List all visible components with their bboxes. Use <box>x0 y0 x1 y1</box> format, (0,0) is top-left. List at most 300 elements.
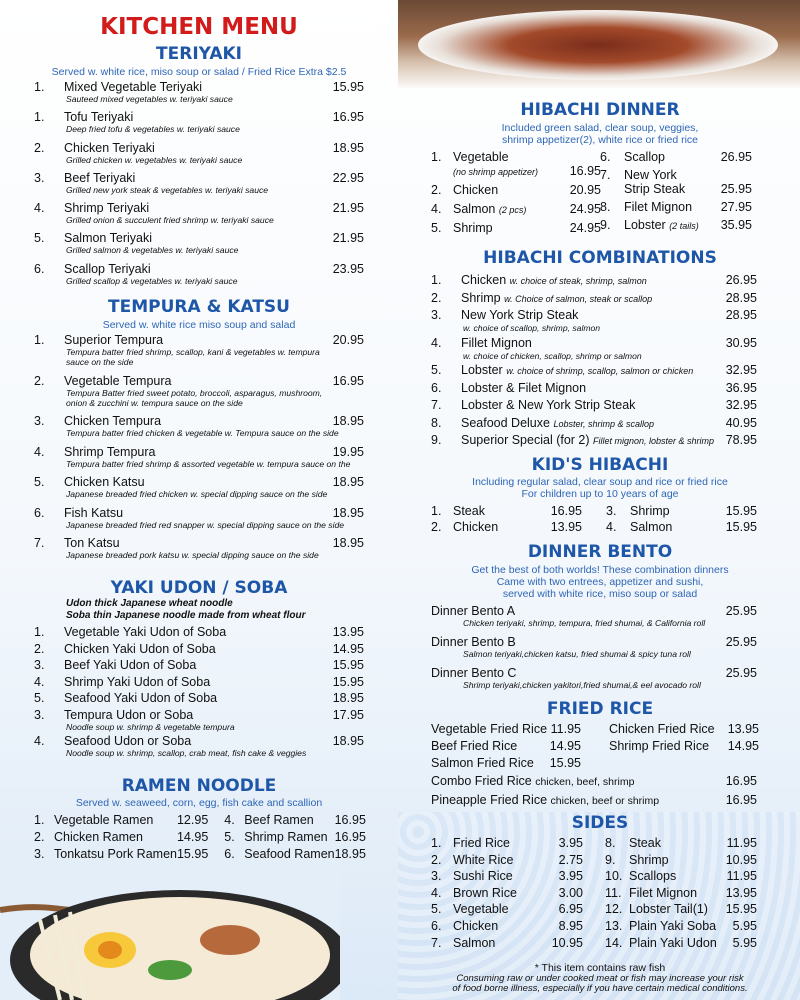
hibachi-scallop-price: 26.95 <box>720 150 752 164</box>
menu-item <box>605 919 757 933</box>
item-price: 10.95 <box>725 852 757 867</box>
kids-note-2: For children up to 10 years of age <box>521 488 679 500</box>
item-name-text: Brown Rice <box>453 885 517 900</box>
menu-item <box>431 221 601 236</box>
item-price: 14.95 <box>176 830 209 844</box>
list-item <box>34 262 364 292</box>
item-number: 3. <box>34 658 45 672</box>
teriyaki-list <box>34 80 364 292</box>
item-name <box>244 813 334 827</box>
item-number: 6. <box>34 505 45 520</box>
item-name <box>461 398 726 413</box>
item-name-text: Filet Mignon <box>629 885 698 900</box>
item-name <box>453 936 552 950</box>
menu-item <box>34 536 364 550</box>
menu-item <box>431 604 757 618</box>
item-number: 2. <box>431 520 442 534</box>
item-description: w. choice of chicken, scallop, shrimp or salmon <box>463 350 642 361</box>
item-name-text: Salmon Teriyaki <box>64 231 153 246</box>
sides-title: SIDES <box>571 813 629 833</box>
item-name-text: Mixed Vegetable Teriyaki <box>64 80 203 94</box>
item-number: 4. <box>606 520 617 534</box>
item-description: Salmon teriyaki,chicken katsu, fried shumai & spicy tuna roll <box>463 649 691 659</box>
item-number: 6. <box>600 150 611 164</box>
item-price: 10.95 <box>551 935 583 950</box>
menu-item <box>431 520 582 534</box>
item-subtitle: Fillet mignon, lobster & shrimp <box>593 436 715 446</box>
item-number: 2. <box>34 140 45 155</box>
item-name-text: Shrimp Yaki Udon of Soba <box>64 674 211 689</box>
pineapple-fried-rice-sub: chicken, beef or shrimp <box>550 795 660 807</box>
item-name-text: Beef Yaki Udon of Soba <box>64 658 197 672</box>
menu-item <box>431 666 757 680</box>
list-item <box>34 675 364 689</box>
list-item <box>431 183 601 198</box>
item-number: 13. <box>605 918 623 933</box>
list-item <box>431 853 583 867</box>
item-name-text: Fish Katsu <box>64 505 124 520</box>
menu-item <box>34 374 364 388</box>
udon-note-2: Soba thin Japanese noodle made from wheat flour <box>66 610 306 621</box>
item-name <box>461 291 726 306</box>
list-item <box>605 919 757 933</box>
hibachi-vegetable-price: 16.95 <box>569 164 601 178</box>
item-number: 9. <box>600 218 611 232</box>
item-number: 3. <box>34 707 45 722</box>
item-number: 2. <box>431 183 442 197</box>
menu-item <box>431 936 583 950</box>
menu-item <box>431 886 583 900</box>
list-item <box>34 333 364 367</box>
item-name-text: Ton Katsu <box>64 536 120 550</box>
item-description: w. choice of scallop, shrimp, salmon <box>463 323 601 333</box>
item-number: 4. <box>431 885 442 900</box>
item-price: 11.95 <box>550 722 581 736</box>
item-number: 2. <box>431 290 442 305</box>
item-subtitle: w. choice of steak, shrimp, salmon <box>509 276 647 286</box>
menu-item <box>34 675 364 689</box>
menu-item <box>34 262 364 276</box>
item-name-text: Vegetable Ramen <box>54 813 154 827</box>
list-item <box>431 666 757 690</box>
plate-image <box>418 10 778 80</box>
menu-item <box>34 847 208 861</box>
menu-item <box>34 830 208 844</box>
item-price: 15.95 <box>332 658 364 672</box>
list-item <box>34 141 364 171</box>
kids-right <box>602 504 757 536</box>
list-item <box>34 847 208 861</box>
item-description: Grilled new york steak & vegetables w. teriyaki sauce <box>66 184 269 195</box>
item-name <box>64 734 333 748</box>
item-price: 30.95 <box>725 335 757 350</box>
menu-item <box>605 853 757 867</box>
menu-item <box>431 291 757 306</box>
item-description: Tempura Batter fried sweet potato, broccoli, asparagus, mushroom, <box>66 387 323 398</box>
item-name-text: Chicken Ramen <box>54 830 143 844</box>
item-number: 9. <box>605 852 616 867</box>
item-price: 20.95 <box>332 333 364 347</box>
item-number: 7. <box>34 536 45 550</box>
fried-rice-row <box>431 722 759 736</box>
item-description: Japanese breaded fried red snapper w. special dipping sauce on the side <box>66 519 345 530</box>
warning-line-2: of food borne illness, especially if you have certain medical conditions. <box>452 983 748 994</box>
item-name <box>453 869 559 883</box>
item-name <box>244 847 334 861</box>
list-item <box>431 291 757 306</box>
list-item <box>34 536 364 560</box>
item-number: 7. <box>600 168 611 182</box>
list-item <box>224 813 366 827</box>
item-name <box>461 363 726 378</box>
list-item <box>431 836 583 850</box>
sides-right <box>605 836 757 952</box>
menu-item <box>34 691 364 705</box>
item-name <box>64 475 333 489</box>
item-name <box>629 886 726 900</box>
item-price: 18.95 <box>334 847 366 861</box>
steak-lobster-photo <box>398 0 800 90</box>
item-price: 15.95 <box>725 520 757 534</box>
menu-item <box>605 936 757 950</box>
item-name <box>64 708 333 722</box>
menu-item <box>431 273 757 288</box>
menu-item <box>431 902 583 916</box>
item-name <box>64 658 333 672</box>
item-name <box>629 902 726 916</box>
menu-item <box>605 836 757 850</box>
menu-item <box>224 830 366 844</box>
menu-item <box>431 336 757 351</box>
menu-item <box>34 625 364 639</box>
item-name-text: Shrimp <box>630 504 670 518</box>
item-name-text: Vegetable Tempura <box>64 373 172 388</box>
list-item <box>34 445 364 469</box>
salmon-fried-rice-price: 15.95 <box>549 756 581 770</box>
item-price: 18.95 <box>332 505 364 520</box>
menu-item <box>34 813 208 827</box>
fried-rice-item <box>609 722 759 736</box>
item-number: 6. <box>431 918 442 933</box>
item-price: 15.95 <box>725 902 757 917</box>
item-name <box>453 520 551 534</box>
item-name <box>64 625 333 639</box>
item-name <box>64 333 333 347</box>
item-name: Chicken Fried Rice <box>609 722 715 736</box>
fried-rice-item <box>431 739 609 753</box>
list-item <box>431 363 757 378</box>
menu-item <box>431 853 583 867</box>
item-name-text: Seafood Yaki Udon of Soba <box>64 691 218 705</box>
item-name-text: Chicken <box>461 273 507 287</box>
menu-item <box>34 231 364 245</box>
item-name-text: Plain Yaki Soba <box>629 918 717 933</box>
list-item <box>431 520 582 534</box>
menu-item <box>431 869 583 883</box>
item-price: 18.95 <box>332 734 364 748</box>
item-name-text: Fried Rice <box>453 836 510 850</box>
item-name-text: Dinner Bento C <box>431 666 517 680</box>
item-price: 3.95 <box>558 836 583 850</box>
item-number: 6. <box>431 380 442 395</box>
teriyaki-note: Served w. white rice, miso soup or salad / Fried Rice Extra $2.5 <box>51 66 347 78</box>
menu-item <box>34 708 364 722</box>
menu-item <box>224 847 366 861</box>
ramen-right <box>218 813 366 864</box>
item-name <box>64 414 333 428</box>
item-number: 4. <box>431 202 442 216</box>
item-name-text: Seafood Udon or Soba <box>64 734 192 748</box>
item-price: 11.95 <box>726 869 757 884</box>
item-name <box>64 201 333 215</box>
list-item <box>34 374 364 408</box>
list-item <box>34 658 364 672</box>
menu-item <box>606 520 757 534</box>
item-price: 6.95 <box>558 902 583 917</box>
item-price: 28.95 <box>725 290 757 305</box>
menu-item <box>34 734 364 748</box>
ramen-bowl-photo <box>0 870 340 1000</box>
item-price: 16.95 <box>334 830 366 844</box>
item-name-text: Chicken Yaki Udon of Soba <box>64 641 216 656</box>
item-name <box>431 604 726 618</box>
hibachi-filet-price: 27.95 <box>720 200 752 214</box>
menu-item <box>431 635 757 649</box>
hibachi-dinner-title: HIBACHI DINNER <box>520 100 680 120</box>
bento-note-3: served with white rice, miso soup or salad <box>502 588 698 600</box>
item-name-text: Scallops <box>629 869 677 884</box>
fried-rice-single <box>431 756 757 808</box>
item-number: 1. <box>34 80 45 94</box>
list-item <box>431 308 757 333</box>
item-name <box>453 836 559 850</box>
item-number: 4. <box>34 734 45 748</box>
item-price: 25.95 <box>725 604 757 618</box>
item-price: 18.95 <box>332 414 364 428</box>
list-item <box>34 734 364 758</box>
menu-item <box>605 869 757 883</box>
item-description: Noodle soup w. shrimp, scallop, crab meat, fish cake & veggies <box>66 748 307 758</box>
list-item <box>34 231 364 261</box>
hibachi-ny-name-2: Strip Steak <box>624 182 686 196</box>
item-number: 7. <box>431 398 442 412</box>
item-name-text: Vegetable Yaki Udon of Soba <box>64 625 227 639</box>
item-name-text: Shrimp Teriyaki <box>64 201 150 216</box>
item-description: Tempura batter fried chicken & vegetable w. Tempura sauce on the side <box>66 428 339 438</box>
item-description: sauce on the side <box>66 357 134 367</box>
item-price: 15.95 <box>725 504 757 518</box>
udon-list <box>34 625 364 761</box>
hibachi-dinner-left <box>431 150 601 240</box>
item-number: 5. <box>431 221 442 235</box>
item-price: 12.95 <box>176 813 209 827</box>
item-name <box>453 886 559 900</box>
item-number: 5. <box>34 475 45 489</box>
item-name <box>630 520 726 534</box>
item-name <box>629 869 727 883</box>
list-item <box>34 110 364 140</box>
item-name-text: Chicken Tempura <box>64 414 162 428</box>
menu-item <box>431 363 757 378</box>
item-price: 14.95 <box>549 739 581 753</box>
ramen-note: Served w. seaweed, corn, egg, fish cake and scallion <box>75 797 323 809</box>
item-name-text: Lobster & New York Strip Steak <box>461 398 636 412</box>
kitchen-menu-title: KITCHEN MENU <box>100 14 298 40</box>
item-description: Noodle soup w. shrimp & vegetable tempura <box>66 721 235 732</box>
item-price: 19.95 <box>332 444 364 459</box>
item-name-text: New York Strip Steak <box>461 308 579 322</box>
item-name <box>64 536 333 550</box>
list-item <box>34 813 208 827</box>
list-item <box>431 504 582 518</box>
item-number: 4. <box>34 201 45 216</box>
menu-item <box>34 201 364 215</box>
hibachi-scallop-name: Scallop <box>624 150 665 164</box>
item-name <box>431 635 726 649</box>
item-name-text: Chicken <box>453 183 499 197</box>
item-price: 5.95 <box>732 935 757 950</box>
item-description: Shrimp teriyaki,chicken yakitori,fried shumai,& eel avocado roll <box>463 680 701 690</box>
item-price: 13.95 <box>332 625 364 639</box>
menu-item <box>431 504 582 518</box>
item-price: 5.95 <box>732 918 757 933</box>
fried-rice-item <box>431 722 609 736</box>
ramen-left <box>34 813 218 864</box>
item-name <box>54 847 177 861</box>
item-name <box>64 80 333 94</box>
item-name-text: Chicken <box>453 520 499 534</box>
ramen-columns <box>34 813 366 864</box>
item-price: 32.95 <box>725 398 757 412</box>
item-name-text: Shrimp <box>453 221 493 235</box>
item-name <box>64 262 333 276</box>
item-description: Grilled onion & succulent fried shrimp w. teriyaki sauce <box>66 215 274 226</box>
list-item <box>431 416 757 431</box>
menu-item <box>606 504 757 518</box>
bento-note-1: Get the best of both worlds! These combination dinners <box>471 564 729 576</box>
item-name-text: White Rice <box>453 852 514 867</box>
list-item <box>431 381 757 396</box>
menu-item <box>34 141 364 155</box>
list-item <box>431 221 601 236</box>
item-price: 78.95 <box>725 433 757 447</box>
item-number: 11. <box>605 885 622 900</box>
pineapple-fried-rice-price: 16.95 <box>725 793 757 807</box>
item-number: 1. <box>34 110 45 125</box>
item-price: 18.95 <box>332 475 364 489</box>
menu-item <box>431 202 601 217</box>
item-name-text: Sushi Rice <box>453 869 513 884</box>
item-price: 2.75 <box>558 852 583 867</box>
item-name-text: Shrimp <box>629 852 669 867</box>
item-number: 3. <box>606 504 617 518</box>
item-name <box>453 919 559 933</box>
list-item <box>605 836 757 850</box>
item-number: 8. <box>600 200 611 214</box>
item-name <box>461 416 726 431</box>
item-price: 17.95 <box>332 707 364 722</box>
item-number: 6. <box>224 847 235 861</box>
item-name-text: Lobster & Filet Mignon <box>461 380 587 395</box>
list-item <box>34 691 364 705</box>
list-item <box>606 520 757 534</box>
item-name-text: Seafood Ramen <box>244 847 335 861</box>
item-price: 16.95 <box>550 504 582 518</box>
item-number: 2. <box>431 852 442 867</box>
item-number: 4. <box>431 335 442 350</box>
item-description: Grilled chicken w. vegetables w. teriyaki sauce <box>66 154 243 165</box>
menu-item <box>34 80 364 94</box>
list-item <box>224 830 366 844</box>
item-name-text: Steak <box>453 504 485 518</box>
item-number: 8. <box>605 836 616 850</box>
menu-item <box>34 475 364 489</box>
list-item <box>34 80 364 110</box>
item-name <box>64 171 333 185</box>
item-name <box>453 504 551 518</box>
item-name-text: Dinner Bento A <box>431 604 516 618</box>
fried-rice-title: FRIED RICE <box>546 699 654 719</box>
item-number: 1. <box>34 813 45 827</box>
item-name <box>461 336 726 351</box>
list-item <box>224 847 366 861</box>
item-number: 4. <box>224 813 235 827</box>
menu-item <box>605 902 757 916</box>
hibachi-dinner-note-2: shrimp appetizer(2), white rice or fried rice <box>501 134 699 146</box>
list-item <box>605 886 757 900</box>
item-number: 7. <box>431 935 442 950</box>
item-name <box>461 381 726 396</box>
hibachi-lobster-price: 35.95 <box>720 218 752 232</box>
item-price: 3.00 <box>558 885 583 900</box>
item-name-text: Salmon <box>630 520 673 534</box>
list-item <box>431 902 583 916</box>
item-price: 15.95 <box>332 80 364 94</box>
list-item <box>605 936 757 950</box>
teriyaki-title: TERIYAKI <box>156 44 242 64</box>
menu-item <box>34 110 364 124</box>
menu-item <box>431 919 583 933</box>
combo-fried-rice-name: Combo Fried Rice <box>431 774 532 788</box>
item-name <box>244 830 334 844</box>
hibachi-lobster-name: Lobster <box>624 218 666 232</box>
combo-fried-rice-sub: chicken, beef, shrimp <box>535 776 635 788</box>
menu-item <box>431 308 757 323</box>
item-description: Japanese breaded fried chicken w. special dipping sauce on the side <box>66 489 328 499</box>
list-item <box>34 625 364 639</box>
item-price: 32.95 <box>725 363 757 377</box>
item-name <box>453 902 559 916</box>
item-number: 4. <box>34 674 45 689</box>
item-name <box>64 110 333 124</box>
item-number: 4. <box>34 444 45 459</box>
pineapple-fried-rice-name: Pineapple Fried Rice <box>431 793 548 807</box>
item-description: Grilled scallop & vegetables w. teriyaki sauce <box>66 275 238 286</box>
tempura-title: TEMPURA & KATSU <box>108 297 290 317</box>
tempura-note: Served w. white rice miso soup and salad <box>102 319 296 331</box>
list-item <box>34 642 364 656</box>
item-name-text: Shrimp Tempura <box>64 444 156 459</box>
item-name-text: Shrimp Ramen <box>244 830 328 844</box>
list-item <box>34 475 364 499</box>
list-item <box>431 202 601 217</box>
item-number: 3. <box>34 170 45 185</box>
item-price: 16.95 <box>334 813 366 827</box>
item-name-text: Salmon <box>453 202 496 216</box>
list-item <box>431 936 583 950</box>
fried-rice-row <box>431 739 759 753</box>
hibachi-vegetable-sub: (no shrimp appetizer) <box>453 167 539 177</box>
